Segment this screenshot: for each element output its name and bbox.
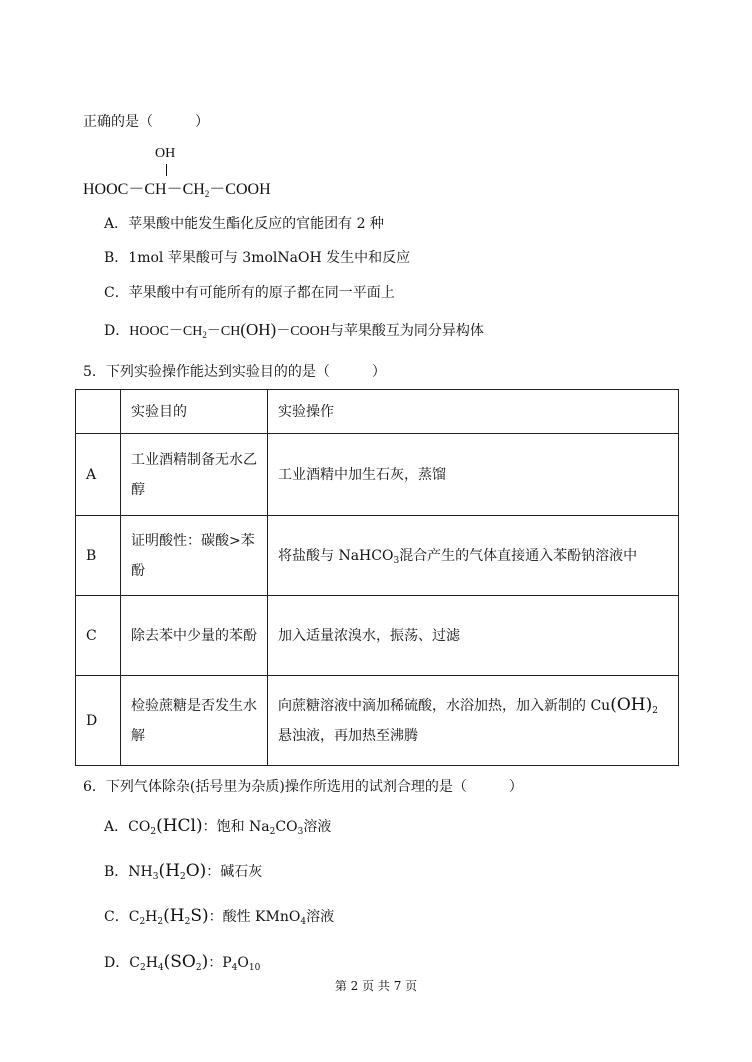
row-goal: 证明酸性：碳酸>苯酚 [121,516,268,596]
row-operation: 加入适量浓溴水，振荡、过滤 [268,596,679,676]
q6-stem: 6．下列气体除杂(括号里为杂质)操作所选用的试剂合理的是（ ） [83,779,523,795]
structure-oh: OH [155,146,176,161]
table-row [76,596,679,676]
row-letter: A [76,434,121,516]
row-goal: 检验蔗糖是否发生水解 [121,676,268,766]
structure-bond-line [166,164,167,176]
row-operation: 将盐酸与 NaHCO$_3$混合产生的气体直接通入苯酚钠溶液中 [268,516,679,596]
q4-stem: 正确的是（ ） [83,114,209,130]
q6-option-a[interactable]: A．$CO_2(HCl)$：饱和 $Na_2CO_3$溶液 [104,816,332,837]
malic-acid-structure: $HOOC-CH-CH_2-COOH$ [83,181,271,199]
table-row [76,516,679,596]
q5-stem: 5．下列实验操作能达到实验目的的是（ ） [83,364,386,380]
row-goal: 除去苯中少量的苯酚 [121,596,268,676]
header-goal: 实验目的 [121,390,268,434]
header-operation: 实验操作 [268,390,679,434]
row-operation: 工业酒精中加生石灰，蒸馏 [268,434,679,516]
row-goal: 工业酒精制备无水乙醇 [121,434,268,516]
experiment-table [75,389,679,766]
table-cell [76,390,121,434]
q4-option-a[interactable]: A．苹果酸中能发生酯化反应的官能团有 2 种 [104,216,384,232]
row-letter: B [76,516,121,596]
q4-option-d[interactable]: D．$HOOC-CH_2-CH(OH)-COOH$与苹果酸互为同分异构体 [104,320,484,340]
q6-option-b[interactable]: B．$NH_3(H_2O)$：碱石灰 [104,861,263,882]
row-letter: D [76,676,121,766]
table-row [76,676,679,766]
row-operation: 向蔗糖溶液中滴加稀硫酸，水浴加热，加入新制的 $Cu(OH)_2$悬浊液，再加热至沸腾 [268,676,679,766]
row-letter: C [76,596,121,676]
table-row [76,434,679,516]
q6-option-c[interactable]: C．$C_2H_2(H_2S)$：酸性 KMnO$_4$溶液 [104,906,335,927]
table-header-row [76,390,679,434]
q6-option-d[interactable]: D．$C_2H_4(SO_2)$：$P_4O_{10}$ [104,952,261,973]
page-footer: 第 2 页 共 7 页 [334,979,418,993]
q4-option-b[interactable]: B．1mol 苹果酸可与 3molNaOH 发生中和反应 [104,250,411,266]
q4-option-c[interactable]: C．苹果酸中有可能所有的原子都在同一平面上 [104,285,395,301]
